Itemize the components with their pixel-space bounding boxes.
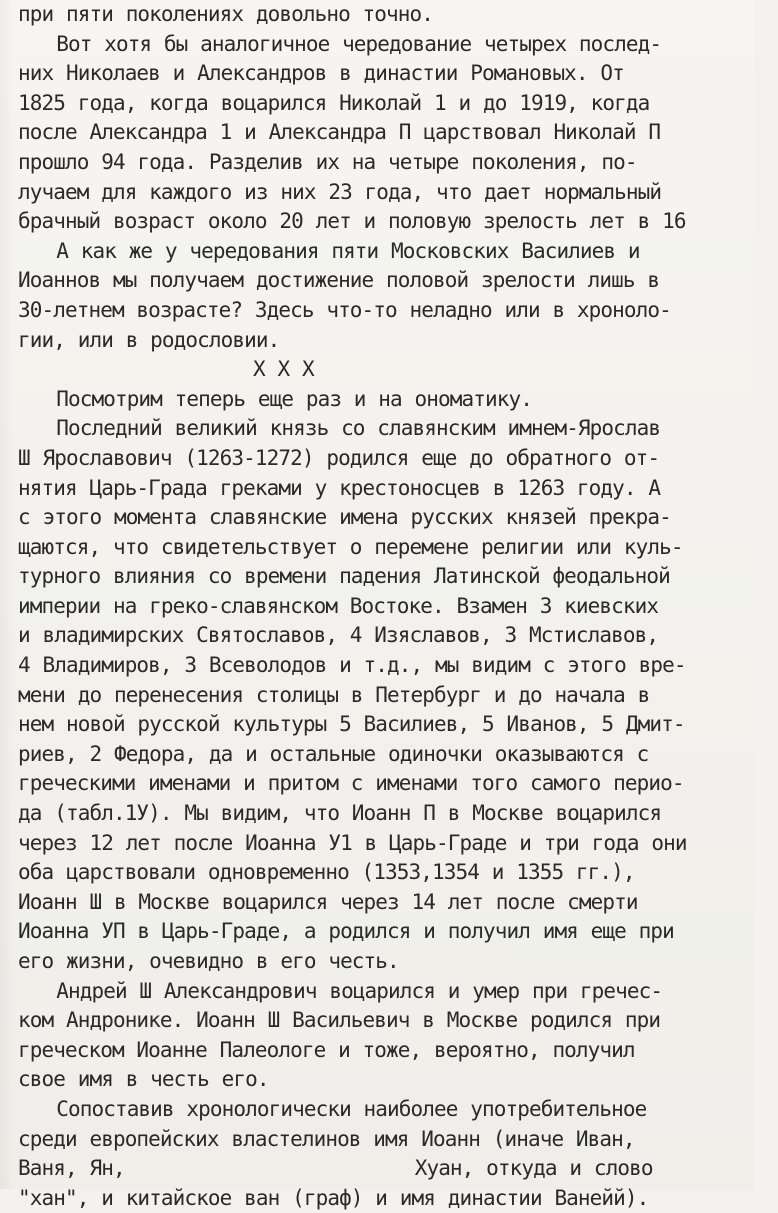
text-line xyxy=(18,917,778,947)
section-divider xyxy=(18,355,778,385)
text-line xyxy=(18,1184,778,1213)
line-text: турного влияния со времени падения Латинской феодальной xyxy=(18,564,670,589)
line-text: щаются, что свидетельствует о перемене религии или куль- xyxy=(18,534,683,559)
line-text: через 12 лет после Иоанна У1 в Царь-Граде и три года они xyxy=(18,830,687,855)
line-text: Иоанн Ш в Москве воцарился через 14 лет после смерти xyxy=(18,889,638,914)
text-line xyxy=(18,385,778,415)
line-text: 1825 года, когда воцарился Николай 1 и до 1919, когда xyxy=(18,90,650,115)
text-line xyxy=(18,0,778,30)
text-line xyxy=(18,799,778,829)
line-text: греческом Иоанне Палеологе и тоже, вероятно, получил xyxy=(18,1037,635,1062)
text-line xyxy=(18,651,778,681)
text-line xyxy=(18,1095,778,1125)
line-text: да (табл.1У). Мы видим, что Иоанн П в Москве воцарился xyxy=(18,801,662,826)
text-line xyxy=(18,414,778,444)
line-text: Последний великий князь со славянским имнем-Ярослав xyxy=(18,416,661,441)
line-text: греческими именами и притом с именами того самого перио- xyxy=(18,771,684,796)
text-line xyxy=(18,1065,778,1095)
text-line xyxy=(18,503,778,533)
text-line xyxy=(18,1006,778,1036)
line-text: Иоанна УП в Царь-Граде, а родился и получил имя еще при xyxy=(18,919,674,944)
text-line xyxy=(18,118,778,148)
line-text-continued: Хуан, откуда и слово xyxy=(414,1156,653,1181)
line-text: Вот хотя бы аналогичное чередование четырех послед- xyxy=(18,31,662,56)
line-text: Андрей Ш Александрович воцарился и умер при гречес- xyxy=(18,978,663,1003)
text-line xyxy=(18,178,778,208)
line-text: после Александра 1 и Александра П царствовал Николай П xyxy=(18,120,661,145)
line-text: свое имя в честь его. xyxy=(18,1067,269,1092)
line-text: гии, или в родословии. xyxy=(18,327,280,352)
text-line xyxy=(18,740,778,770)
text-line xyxy=(18,59,778,89)
line-text: 30-летнем возрасте? Здесь что-то неладно или в хроноло- xyxy=(18,297,671,322)
line-text: нятия Царь-Града греками у крестоносцев в 1263 году. А xyxy=(18,475,661,500)
line-text: Иоаннов мы получаем достижение половой зрелости лишь в xyxy=(18,268,660,293)
line-text: при пяти поколениях довольно точно. xyxy=(18,2,434,26)
text-line xyxy=(18,681,778,711)
text-line xyxy=(18,1154,778,1184)
text-line xyxy=(18,444,778,474)
text-line xyxy=(18,1036,778,1066)
text-line xyxy=(18,1125,778,1155)
line-text: оба царствовали одновременно (1353,1354 и 1355 гг.), xyxy=(18,860,635,885)
document-text xyxy=(18,0,778,1213)
text-line xyxy=(18,207,778,237)
text-line xyxy=(18,829,778,859)
line-text: его жизни, очевидно в его честь. xyxy=(18,949,399,973)
line-text: Ваня, Ян, xyxy=(18,1156,125,1181)
line-text: "хан", и китайское ван (граф) и имя династии Ванейй). xyxy=(18,1185,649,1210)
text-line xyxy=(18,474,778,504)
text-line xyxy=(18,621,778,651)
line-text: лучаем для каждого из них 23 года, что дает нормальный xyxy=(18,179,662,204)
text-line xyxy=(18,858,778,888)
text-line xyxy=(18,888,778,918)
text-line xyxy=(18,769,778,799)
line-text: брачный возраст около 20 лет и половую зрелость лет в 16 xyxy=(18,209,686,234)
text-line xyxy=(18,89,778,119)
text-line xyxy=(18,237,778,267)
text-line xyxy=(18,947,778,977)
line-text: мени до перенесения столицы в Петербург и до начала в xyxy=(18,682,650,707)
text-line xyxy=(18,148,778,178)
text-line xyxy=(18,326,778,356)
line-text: риев, 2 Федора, да и остальные одиночки оказываются с xyxy=(18,741,649,766)
line-text: прошло 94 года. Разделив их на четыре поколения, по- xyxy=(18,149,637,174)
line-text: с этого момента славянские имена русских князей прекра- xyxy=(18,505,671,530)
line-text: А как же у чередования пяти Московских Василиев и xyxy=(18,238,640,263)
line-text: Х Х Х xyxy=(253,357,314,382)
line-text: них Николаев и Александров в династии Романовых. От xyxy=(18,61,624,86)
text-line xyxy=(18,266,778,296)
text-line xyxy=(18,296,778,326)
line-text: нем новой русской культуры 5 Василиев, 5 Иванов, 5 Дмит- xyxy=(18,712,685,737)
line-text: империи на греко-славянском Востоке. Взамен 3 киевских xyxy=(18,593,659,618)
text-line xyxy=(18,710,778,740)
line-text: Ш Ярославович (1263-1272) родился еще до обратного от- xyxy=(18,445,660,470)
line-text: Сопоставив хронологически наиболее употребительное xyxy=(18,1096,647,1121)
text-line xyxy=(18,30,778,60)
line-text: и владимирских Святославов, 4 Изяславов, 3 Мстиславов, xyxy=(18,623,659,648)
line-text: ком Андронике. Иоанн Ш Васильевич в Москве родился при xyxy=(18,1008,661,1033)
line-text: 4 Владимиров, 3 Всеволодов и т.д., мы видим с этого вре- xyxy=(18,653,686,678)
line-text: Посмотрим теперь еще раз и на ономатику. xyxy=(18,386,532,411)
text-line xyxy=(18,977,778,1007)
line-text: среди европейских властелинов имя Иоанн (иначе Иван, xyxy=(18,1126,635,1151)
text-line xyxy=(18,592,778,622)
text-line xyxy=(18,562,778,592)
text-line xyxy=(18,533,778,563)
